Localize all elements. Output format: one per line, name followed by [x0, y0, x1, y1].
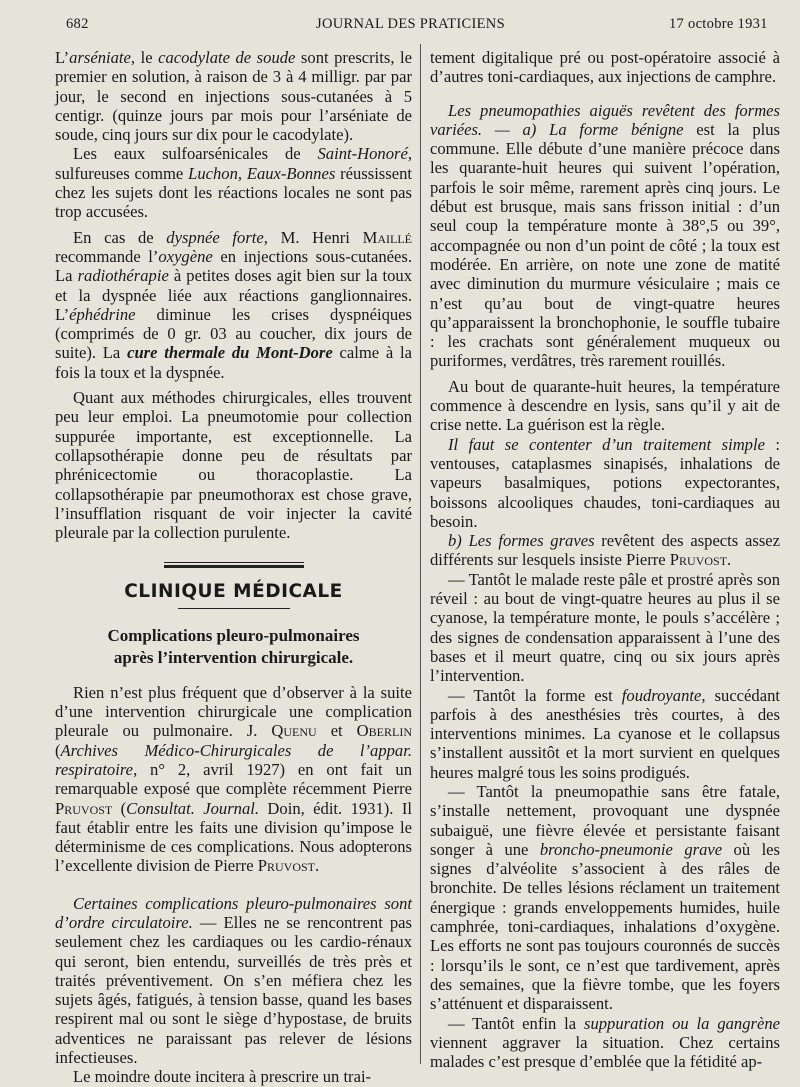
section-separator	[164, 562, 304, 568]
paragraph-tantot-prostre: — Tantôt le malade reste pâle et prostré après son réveil : au bout de vingt-quatre heures au plus il se cyanose, la température monte, le pouls s’accélère ; des signes de condensation apparaissent à l’une des bases et il meurt quatre, cinq ou six jours après l’intervention.	[430, 569, 780, 686]
left-column	[55, 48, 412, 1087]
paragraph-moindre-doute: Le moindre doute incitera à prescrire un trai-	[73, 1067, 372, 1087]
section-heading: CLINIQUE MÉDICALE	[124, 581, 343, 603]
heading-underline	[178, 608, 290, 609]
issue-date: 17 octobre 1931	[669, 16, 768, 32]
paragraph-temperature: Au bout de quarante-huit heures, la température commence à descendre en lysis, sans qu’il y ait de crise nette. La guérison est la règle.	[430, 376, 780, 435]
paragraph-ordre-circulatoire: Certaines complications pleuro-pulmonaires sont d’ordre circulatoire. — Elles ne se rencontrent pas seulement chez les cardiaques ou les cardio-rénaux qui seront, bien entendu, surveillés de très près et traités préventivement. On s’en méfiera chez les sujets âgés, fatigués, à tension basse, quand les bases respirent mal ou sont le siège d’hypostase, de bruits adventices ne paraissant pas relever de lésions infectieuses.	[55, 893, 413, 1068]
paragraph-methodes-chirurgicales: Quant aux méthodes chirurgicales, elles trouvent peu leur emploi. La pneumotomie pour collection suppurée importante, est exceptionnelle. La collapsothérapie donne peu de résultats par phrénicectomie ou thoracoplastie. La collapsothérapie par pneumothorax est chose grave, l’insufflation risquant de voir injecter la cavité pleurale par la collection purulente.	[55, 388, 412, 543]
paragraph-dyspnee: En cas de dyspnée forte, M. Henri Maillé recommande l’oxygène en injections sous-cutanées. La radiothérapie à petites doses agit bien sur la toux et la dyspnée liée aux réactions ganglionnaires. L’éphédrine diminue les crises dyspnéiques (comprimés de 0 gr. 03 au coucher, dix jours de suite). La cure thermale du Mont-Dore calme à la fois la toux et la dyspnée.	[55, 227, 413, 382]
paragraph-formes-graves: b) Les formes graves revêtent des aspects assez différents sur lesquels insiste Pierre Pruvost.	[430, 531, 781, 570]
journal-title: JOURNAL DES PRATICIENS	[316, 16, 505, 32]
paragraph-traitement-digitalique: tement digitalique pré ou post-opératoire associé à d’autres toni-cardiaques, aux injections de camphre.	[430, 48, 780, 87]
paragraph-tantot-pneumopathie: — Tantôt la pneumopathie sans être fatale, s’installe nettement, provoquant une dyspnée subaiguë, une fièvre élevée et persistante faisant songer à une broncho-pneumonie grave où les signes d’alvéolite s’associent à des râles de bronchite. De telles lésions réclament un traitement énergique : grands enveloppements humides, huile camphrée, toni-cardiaques, inhalations d’oxygène. Les efforts ne sont pas toujours couronnés de succès : lorsqu’ils le sont, ce n’est que tardivement, après des semaines, que la fièvre tombe, que les foyers s’atténuent et disparaissent.	[430, 781, 780, 1014]
right-column	[430, 48, 780, 1071]
paragraph-introduction: Rien n’est plus fréquent que d’observer à la suite d’une intervention chirurgicale une complication pleurale ou pulmonaire. J. Quenu et Oberlin (Archives Médico-Chirurgicales de l’appar. respiratoire, n° 2, avril 1927) en ont fait un remarquable exposé que complète récemment Pierre Pruvost (Consultat. Journal. Doin, édit. 1931). Il faut établir entre les faits une division qu’impose le déterminisme de ces complications. Nous adopterons l’excellente division de Pierre Pruvost.	[55, 682, 412, 876]
paragraph-arseniate: L’arséniate, le cacodylate de soude sont prescrits, le premier en solution, à raison de 3 à 4 milligr. par par jour, le second en injections sous-cutanées à 5 centigr. (quinze jours par mois pour l’arséniate de soude, cinq jours sur dix pour le cacodylate).	[55, 48, 412, 145]
article-title: Complications pleuro-pulmonaires après l’intervention chirurgicale.	[107, 625, 360, 667]
paragraph-traitement-simple: Il faut se contenter d’un traitement simple : ventouses, cataplasmes sinapisés, inhalations de vapeurs basalmiques, potions expectorantes, boissons alcooliques chaudes, toni-cardiaques au besoin.	[430, 434, 780, 531]
page-header	[0, 0, 800, 44]
paragraph-forme-benigne: Les pneumopathies aiguës revêtent des formes variées. — a) La forme bénigne est la plus commune. Elle débute d’une manière précoce dans les quarante-huit heures qui suivent l’opération, parfois le soir même, rarement après cinq jours. Le début est brusque, mais sans frisson initial : d’un seul coup la température monte à 38°,5 ou 39°, accompagnée ou non d’un point de côté ; la toux est modérée. En arrière, on note une zone de matité avec diminution du murmure vésiculaire ; mais ce n’est qu’au bout de vingt-quatre heures qu’apparaissent la bronchophonie, le souffle tubaire : les crachats sont généralement muqueux ou puriformes, verdâtres, très rarement rouillés.	[430, 100, 780, 371]
paragraph-eaux-sulfoarsenicales: Les eaux sulfoarsénicales de Saint-Honoré, sulfureuses comme Luchon, Eaux-Bonnes réussissent chez les sujets dont les réactions locales ne sont pas trop accusées.	[55, 144, 412, 222]
column-divider	[420, 44, 421, 1064]
page-number: 682	[66, 16, 89, 32]
paragraph-tantot-foudroyante: — Tantôt la forme est foudroyante, succédant parfois à des anesthésies très courtes, à des interventions minimes. La cyanose et le collapsus s’installent aussitôt et la mort survient en quelques heures malgré tous les soins prodigués.	[430, 685, 780, 782]
paragraph-tantot-suppuration: — Tantôt enfin la suppuration ou la gangrène viennent aggraver la situation. Chez certains malades c’est presque d’emblée que la fétidité ap-	[430, 1013, 780, 1072]
